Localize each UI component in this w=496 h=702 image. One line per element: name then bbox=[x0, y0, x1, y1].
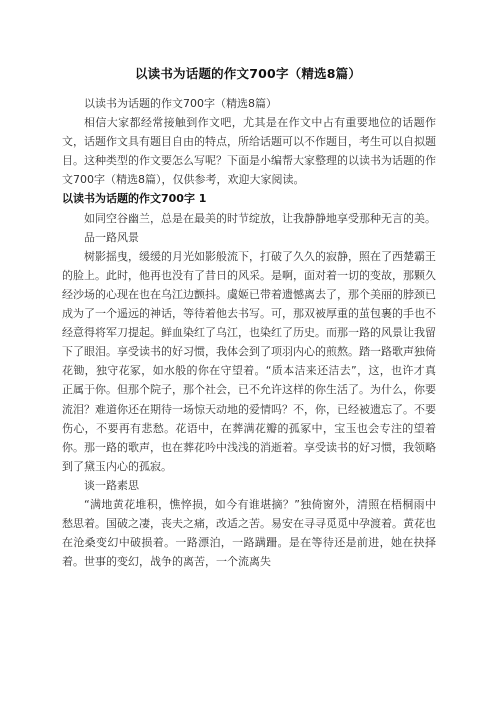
opening-paragraph: 如同空谷幽兰，总是在最美的时节绽放，让我静静地享受那种无言的美。 bbox=[84, 211, 436, 225]
part1-paragraph: 树影摇曳，缓缓的月光如影般流下，打破了久久的寂静，照在了西楚霸王的脸上。此时，他再也没有了昔日的风采。是啊，面对着一切的变故，那颗久经沙场的心现在也在乌江边颤抖。虞姬已带着遗憾离去了，那个美丽的脖颈已成为了一个遥远的神话，等待着他去书写。可，那双被厚重的茧包裹的手也不经意得将军刀提起。鲜血染红了乌江，也染红了历史。而那一路的风景让我留下了眼泪。享受读书的好习惯，我体会到了项羽内心的煎熬。踏一路歌声独倚花锄，独守花冢，如水般的你在守望着。“质本洁来还洁去”，这，也许才真正属于你。但那个院子，那个社会，已不允许这样的你生活了。为什么，你要流泪？难道你还在期待一场惊天动地的爱情吗？不，你，已经被遗忘了。不要伤心，不要再有悲愁。花语中，在葬满花瓣的孤冢中，宝玉也会专注的望着你。那一路的歌声，也在葬花吟中浅浅的消逝着。享受读书的好习惯，我领略到了黛玉内心的孤寂。 bbox=[62, 249, 436, 473]
intro-paragraph: 相信大家都经常接触到作文吧，尤其是在作文中占有重要地位的话题作文，话题作文具有题目自由的特点，所给话题可以不作题目，考生可以自拟题目。这种类型的作文要怎么写呢？下面是小编帮大家整理的以读书为话题的作文700字（精选8篇），仅供参考，欢迎大家阅读。 bbox=[62, 116, 436, 187]
document-subtitle: 以读书为话题的作文700字（精选8篇） bbox=[84, 97, 277, 110]
part2-title: 谈一路素思 bbox=[84, 478, 139, 492]
document-title: 以读书为话题的作文700字（精选8篇） bbox=[134, 66, 362, 81]
document-body bbox=[62, 94, 436, 571]
section-heading: 以读书为话题的作文700字 1 bbox=[62, 192, 207, 206]
part2-paragraph: “满地黄花堆积，憔悴损，如今有谁堪摘？”独倚窗外，清照在梧桐雨中愁思着。国破之凄，丧夫之痛，改适之苦。易安在寻寻觅觅中孕渡着。黄花也在沧桑变幻中破损着。一路漂泊，一路蹒跚。是在等待还是前进，她在抉择着。世事的变幻，战争的离苦，一个流离失 bbox=[62, 497, 436, 569]
part1-title: 品一路风景 bbox=[84, 230, 139, 244]
